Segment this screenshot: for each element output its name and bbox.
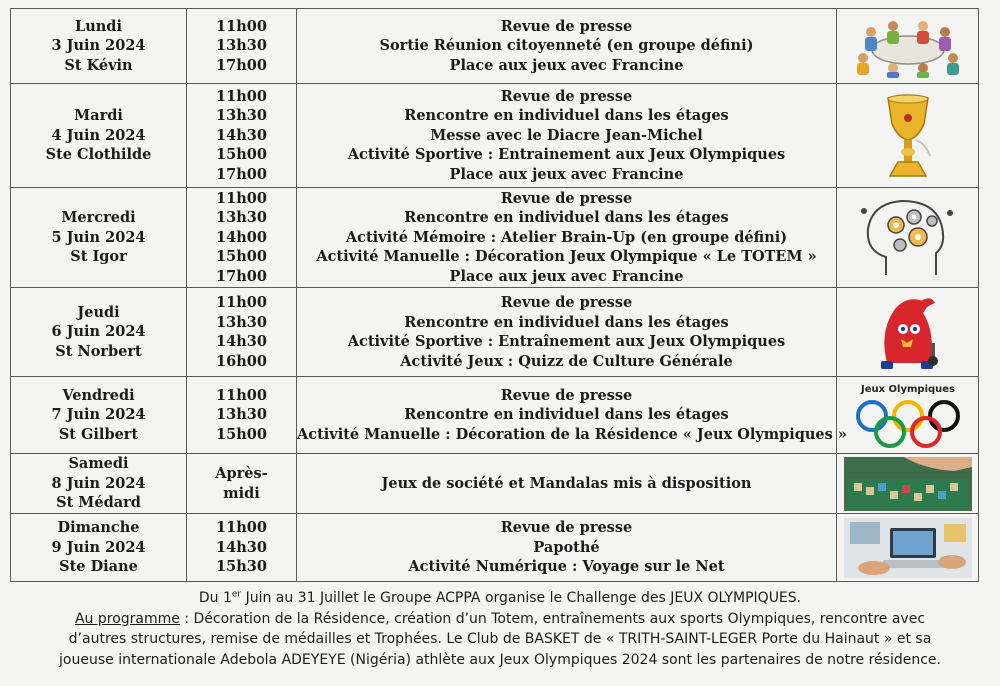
time-slot: 14h30 <box>216 538 267 556</box>
olympic-ring <box>894 402 922 430</box>
time-slot: 13h30 <box>216 209 267 227</box>
activity-item: Rencontre en individuel dans les étages <box>404 107 729 125</box>
olympic-rings-illustration <box>846 380 970 450</box>
image-cell <box>837 188 979 288</box>
day-date: 9 Juin 2024 <box>51 538 146 556</box>
activity-cell <box>297 84 837 188</box>
activity-item: Rencontre en individuel dans les étages <box>404 406 729 424</box>
day-name: Vendredi <box>62 386 135 404</box>
time-slot: 11h00 <box>216 294 267 311</box>
activity-item: Papothé <box>533 538 600 556</box>
day-cell <box>11 454 187 514</box>
image-cell <box>837 84 979 188</box>
activity-item: Activité Manuelle : Décoration Jeux Olympique « Le TOTEM » <box>316 248 817 266</box>
activity-item: Activité Sportive : Entrainement aux Jeux Olympiques <box>347 146 786 164</box>
day-date: 6 Juin 2024 <box>51 323 146 341</box>
schedule-row-dimanche <box>11 514 979 582</box>
time-slot: 15h30 <box>216 558 267 576</box>
time-slot: midi <box>223 484 260 502</box>
time-cell <box>187 454 297 514</box>
day-cell <box>11 188 187 288</box>
image-cell <box>837 9 979 84</box>
activity-item: Revue de presse <box>500 87 633 105</box>
announcement-line-3: d’autres structures, remise de médailles et Trophées. Le Club de BASKET de « TRITH-SAINT-LEGER Porte du Hainaut » et sa <box>68 631 932 647</box>
time-slot: 11h00 <box>216 519 267 537</box>
time-cell <box>187 288 297 377</box>
time-slot: 11h00 <box>216 87 267 105</box>
day-saint: Ste Diane <box>59 558 138 576</box>
activity-item: Activité Jeux : Quizz de Culture Générale <box>400 352 733 370</box>
day-name: Dimanche <box>57 519 140 537</box>
activity-item: Place aux jeux avec Francine <box>449 267 684 285</box>
activity-cell <box>297 377 847 454</box>
laptop-desk-photo <box>844 518 972 578</box>
activity-item: Jeux de société et Mandalas mis à disposition <box>381 474 752 492</box>
day-date: 5 Juin 2024 <box>51 228 146 246</box>
activity-item: Place aux jeux avec Francine <box>449 56 684 74</box>
time-slot: 15h00 <box>216 248 267 266</box>
schedule-row-mercredi <box>11 188 979 288</box>
weekly-schedule-table <box>10 8 979 582</box>
time-slot: 13h30 <box>216 107 267 125</box>
brain-gears-illustration <box>856 195 960 281</box>
day-name: Mardi <box>74 107 123 125</box>
day-cell <box>11 288 187 377</box>
image-cell <box>837 377 979 454</box>
day-cell <box>11 514 187 582</box>
programme-label: Au programme <box>74 610 180 627</box>
time-slot: 13h30 <box>216 406 267 424</box>
time-slot: 14h00 <box>216 228 267 246</box>
schedule-row-lundi <box>11 9 979 84</box>
announcement-line-2: Au programme : Décoration de la Résidence, création d’un Totem, entraînements aux sports Olympiques, rencontre avec <box>74 610 926 627</box>
schedule-row-vendredi <box>11 377 979 454</box>
day-name: Lundi <box>75 17 122 35</box>
time-slot: 13h30 <box>216 37 267 55</box>
time-slot: 14h30 <box>216 333 267 350</box>
activity-cell <box>297 288 837 377</box>
time-cell <box>187 514 297 582</box>
board-game-photo <box>844 457 972 511</box>
image-cell <box>837 288 979 377</box>
time-cell <box>187 9 297 84</box>
time-cell <box>187 188 297 288</box>
time-slot: 15h00 <box>216 425 267 443</box>
activity-item: Activité Numérique : Voyage sur le Net <box>408 558 725 576</box>
image-cell <box>837 514 979 582</box>
day-saint: Ste Clothilde <box>45 146 152 164</box>
time-slot: 17h00 <box>216 56 267 74</box>
activity-item: Sortie Réunion citoyenneté (en groupe défini) <box>379 37 754 55</box>
day-cell <box>11 377 187 454</box>
time-slot: Après- <box>215 465 268 482</box>
announcement-line-4: joueuse internationale Adebola ADEYEYE (Nigéria) athlète aux Jeux Olympiques 2024 sont les partenaires de notre résidence. <box>59 651 941 668</box>
activity-cell <box>297 514 837 582</box>
day-date: 3 Juin 2024 <box>51 37 146 55</box>
day-date: 4 Juin 2024 <box>51 126 146 144</box>
day-saint: St Norbert <box>55 342 142 360</box>
day-date: 8 Juin 2024 <box>51 474 146 492</box>
olympic-mascot-illustration <box>873 291 943 373</box>
activity-cell <box>297 188 837 288</box>
day-saint: St Kévin <box>64 56 133 74</box>
schedule-row-samedi <box>11 454 979 514</box>
activity-item: Revue de presse <box>500 386 633 404</box>
time-slot: 16h00 <box>216 352 267 370</box>
time-cell <box>187 377 297 454</box>
activity-item: Revue de presse <box>500 519 633 537</box>
time-slot: 17h00 <box>216 267 267 285</box>
time-slot: 11h00 <box>216 386 267 404</box>
challenge-announcement <box>0 588 1000 670</box>
day-name: Mercredi <box>61 209 136 227</box>
time-cell <box>187 84 297 188</box>
activity-item: Activité Mémoire : Atelier Brain-Up (en groupe défini) <box>345 228 788 246</box>
image-cell <box>837 454 979 514</box>
activity-item: Messe avec le Diacre Jean-Michel <box>430 126 703 144</box>
activity-item: Revue de presse <box>500 17 633 35</box>
activity-cell <box>297 454 837 514</box>
olympic-ring <box>912 418 940 446</box>
time-slot: 14h30 <box>216 126 267 144</box>
time-slot: 11h00 <box>216 17 267 35</box>
day-saint: St Médard <box>56 494 141 512</box>
day-name: Jeudi <box>77 303 120 321</box>
activity-item: Activité Sportive : Entraînement aux Jeux Olympiques <box>347 333 786 350</box>
activity-item: Activité Manuelle : Décoration de la Résidence « Jeux Olympiques » <box>297 425 847 443</box>
olympic-ring <box>858 402 886 430</box>
olympic-ring <box>930 402 958 430</box>
day-name: Samedi <box>68 455 129 473</box>
time-slot: 17h00 <box>216 165 267 183</box>
group-meeting-illustration <box>849 14 967 78</box>
schedule-row-jeudi <box>11 288 979 377</box>
schedule-row-mardi <box>11 84 979 188</box>
activity-item: Rencontre en individuel dans les étages <box>404 209 729 227</box>
day-cell <box>11 84 187 188</box>
time-slot: 13h30 <box>216 313 267 331</box>
time-slot: 11h00 <box>216 189 267 207</box>
day-date: 7 Juin 2024 <box>51 406 146 424</box>
activity-item: Rencontre en individuel dans les étages <box>404 313 729 331</box>
announcement-line-1: Du 1er Juin au 31 Juillet le Groupe ACPPA organise le Challenge des JEUX OLYMPIQUES. <box>198 589 802 606</box>
activity-item: Revue de presse <box>500 294 633 311</box>
chalice-illustration <box>878 90 938 182</box>
day-saint: St Igor <box>70 248 127 266</box>
olympic-caption: Jeux Olympiques <box>860 384 955 395</box>
activity-cell <box>297 9 837 84</box>
day-saint: St Gilbert <box>58 425 139 443</box>
activity-item: Place aux jeux avec Francine <box>449 165 684 183</box>
time-slot: 15h00 <box>216 146 267 164</box>
activity-item: Revue de presse <box>500 189 633 207</box>
day-cell <box>11 9 187 84</box>
olympic-ring <box>876 418 904 446</box>
